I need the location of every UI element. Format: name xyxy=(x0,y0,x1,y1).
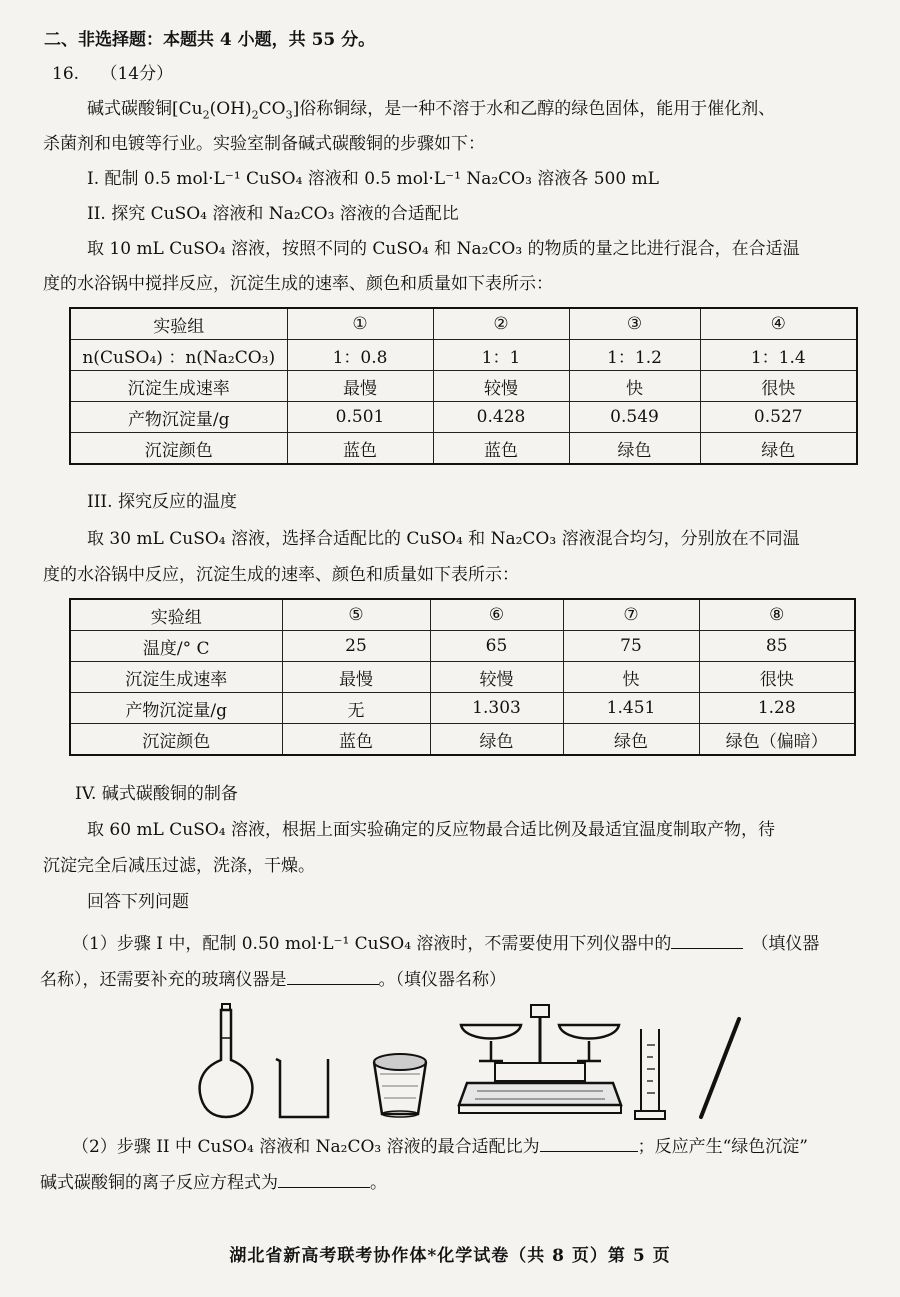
table-cell: 蓝色 xyxy=(282,724,430,756)
step2-line-2: 度的水浴锅中搅拌反应，沉淀生成的速率、颜色和质量如下表所示： xyxy=(43,274,553,294)
table-cell: 蓝色 xyxy=(287,433,433,465)
table-row xyxy=(70,631,855,662)
table-cell: 1：0.8 xyxy=(287,340,433,371)
row-header-cell: 实验组 xyxy=(70,308,287,340)
table-cell: ⑤ xyxy=(282,599,430,631)
balance-icon xyxy=(455,1003,625,1121)
row-header-cell: 实验组 xyxy=(70,599,282,631)
table-row xyxy=(70,693,855,724)
table-cell: 1.28 xyxy=(699,693,855,724)
table-row xyxy=(70,308,857,340)
table-row xyxy=(70,433,857,465)
table-cell: ① xyxy=(287,308,433,340)
table-cell: 快 xyxy=(563,662,699,693)
table-cell: 最慢 xyxy=(282,662,430,693)
table-cell: 绿色（偏暗） xyxy=(699,724,855,756)
step4-line-1: 取 60 mL CuSO₄ 溶液，根据上面实验确定的反应物最合适比例及最适宜温度制取产物，待 xyxy=(87,820,776,840)
table-cell: 0.501 xyxy=(287,402,433,433)
table-cell: 0.527 xyxy=(700,402,857,433)
table-cell: 绿色 xyxy=(569,433,700,465)
table-cell: ③ xyxy=(569,308,700,340)
intro-line-1: 碱式碳酸铜$[Cu_2(OH)_2CO_3]$俗称铜绿，是一种不溶于水和乙醇的绿色固体，能用于催化剂、 xyxy=(87,99,776,122)
intro-line-2: 杀菌剂和电镀等行业。实验室制备碱式碳酸铜的步骤如下： xyxy=(43,134,485,154)
table-cell: 较慢 xyxy=(433,371,569,402)
step4-heading: IV. 碱式碳酸铜的制备 xyxy=(75,784,238,804)
q1-blank-1[interactable] xyxy=(671,930,743,949)
table-cell: 很快 xyxy=(700,371,857,402)
table-row xyxy=(70,371,857,402)
q1-line-1: （1）步骤 I 中，配制 0.50 mol·L⁻¹ CuSO₄ 溶液时，不需要使用下列仪器中的 （填仪器 xyxy=(72,930,819,956)
table-cell: 绿色 xyxy=(430,724,563,756)
table-cell: 最慢 xyxy=(287,371,433,402)
table-cell: ② xyxy=(433,308,569,340)
row-header-cell: 产物沉淀量/g xyxy=(70,402,287,433)
table-cell: ⑧ xyxy=(699,599,855,631)
row-header-cell: 产物沉淀量/g xyxy=(70,693,282,724)
q2-line-2: 碱式碳酸铜的离子反应方程式为 。 xyxy=(40,1169,387,1195)
graduated-cylinder-icon xyxy=(633,1025,667,1123)
step2-line-1: 取 10 mL CuSO₄ 溶液，按照不同的 CuSO₄ 和 Na₂CO₃ 的物质的量之比进行混合，在合适温 xyxy=(87,239,800,259)
table-cell: 快 xyxy=(569,371,700,402)
question-points: （14分） xyxy=(100,64,174,84)
row-header-cell: 沉淀颜色 xyxy=(70,724,282,756)
table-cell: 0.549 xyxy=(569,402,700,433)
temperature-table xyxy=(69,598,856,756)
table-cell: 85 xyxy=(699,631,855,662)
table-cell: 25 xyxy=(282,631,430,662)
table-row xyxy=(70,599,855,631)
row-header-cell: 沉淀生成速率 xyxy=(70,662,282,693)
step3-line-1: 取 30 mL CuSO₄ 溶液，选择合适配比的 CuSO₄ 和 Na₂CO₃ 溶液混合均匀，分别放在不同温 xyxy=(87,529,800,549)
table-cell: 0.428 xyxy=(433,402,569,433)
table-cell: 1：1.4 xyxy=(700,340,857,371)
table-cell: 1：1.2 xyxy=(569,340,700,371)
table-row xyxy=(70,402,857,433)
row-header-cell: 沉淀颜色 xyxy=(70,433,287,465)
table-cell: ⑥ xyxy=(430,599,563,631)
q1-blank-2[interactable] xyxy=(287,966,379,985)
ratio-table xyxy=(69,307,858,465)
row-header-cell: 沉淀生成速率 xyxy=(70,371,287,402)
row-header-cell: 温度/° C xyxy=(70,631,282,662)
table-cell: 绿色 xyxy=(563,724,699,756)
table-row xyxy=(70,340,857,371)
volumetric-flask-icon xyxy=(195,1000,257,1122)
answer-prompt: 回答下列问题 xyxy=(87,892,189,912)
step3-heading: III. 探究反应的温度 xyxy=(87,492,237,512)
table-cell: 75 xyxy=(563,631,699,662)
table-cell: ⑦ xyxy=(563,599,699,631)
q2-blank-1[interactable] xyxy=(540,1133,638,1152)
table-row xyxy=(70,662,855,693)
q1-line-2: 名称），还需要补充的玻璃仪器是 。（填仪器名称） xyxy=(40,966,506,992)
step2-heading: II. 探究 CuSO₄ 溶液和 Na₂CO₃ 溶液的合适配比 xyxy=(87,204,459,224)
table-cell: 蓝色 xyxy=(433,433,569,465)
table-cell: ④ xyxy=(700,308,857,340)
table-cell: 1：1 xyxy=(433,340,569,371)
glass-rod-icon xyxy=(695,1015,745,1121)
table-cell: 很快 xyxy=(699,662,855,693)
row-header-cell: n(CuSO₄) ：n(Na₂CO₃) xyxy=(70,340,287,371)
section-heading: 二、非选择题：本题共 4 小题，共 55 分。 xyxy=(44,30,376,50)
question-number: 16. xyxy=(52,64,80,84)
table-cell: 1.303 xyxy=(430,693,563,724)
question-header xyxy=(52,62,173,86)
page-footer: 湖北省新高考联考协作体*化学试卷（共 8 页）第 5 页 xyxy=(229,1246,671,1266)
beaker-icon xyxy=(272,1055,334,1123)
table-cell: 1.451 xyxy=(563,693,699,724)
q2-line-1: （2）步骤 II 中 CuSO₄ 溶液和 Na₂CO₃ 溶液的最合适配比为 ；反应产生“绿色沉淀” xyxy=(72,1133,808,1159)
table-cell: 绿色 xyxy=(700,433,857,465)
table-cell: 65 xyxy=(430,631,563,662)
step1-text: I. 配制 0.5 mol·L⁻¹ CuSO₄ 溶液和 0.5 mol·L⁻¹ Na₂CO₃ 溶液各 500 mL xyxy=(87,169,659,189)
table-cell: 无 xyxy=(282,693,430,724)
table-cell: 较慢 xyxy=(430,662,563,693)
q2-blank-2[interactable] xyxy=(278,1169,370,1188)
table-row xyxy=(70,724,855,756)
step3-line-2: 度的水浴锅中反应，沉淀生成的速率、颜色和质量如下表所示： xyxy=(43,565,519,585)
crucible-icon xyxy=(370,1050,430,1120)
step4-line-2: 沉淀完全后减压过滤，洗涤，干燥。 xyxy=(43,856,315,876)
